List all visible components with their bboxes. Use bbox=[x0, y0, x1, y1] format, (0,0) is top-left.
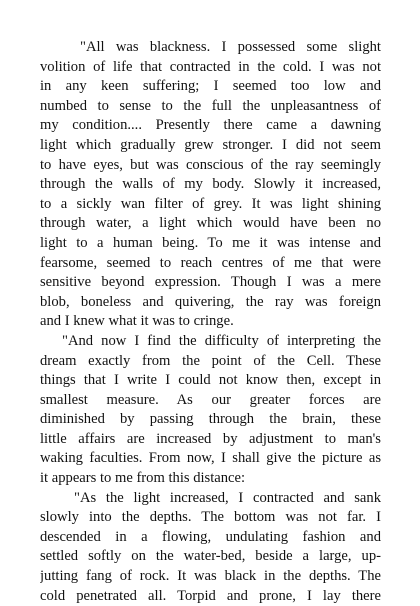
text-line: volition of life that contracted in the cold. I was not bbox=[40, 58, 381, 75]
text-line: to have eyes, but was conscious of the ray seemingly bbox=[40, 156, 381, 173]
text-line: slowly into the depths. The bottom was not far. I bbox=[40, 509, 381, 526]
text-line: dream exactly from the point of the Cell. These bbox=[40, 352, 381, 369]
text-line: and I knew what it was to cringe. bbox=[40, 313, 234, 330]
text-line: "And now I find the difficulty of interpreting the bbox=[62, 332, 381, 349]
text-line: sensitive beyond expression. Though I was a mere bbox=[40, 274, 381, 291]
text-line: fearsome, seemed to reach centres of me that were bbox=[40, 254, 381, 271]
text-line: light to a human being. To me it was intense and bbox=[40, 234, 381, 251]
text-line: numbed to sense to the full the unpleasantness of bbox=[40, 97, 381, 114]
text-line: jutting fang of rock. It was black in the depths. The bbox=[40, 568, 381, 585]
text-line: settled softly on the water-bed, beside a large, up- bbox=[40, 548, 381, 565]
text-line: in any keen suffering; I seemed too low and bbox=[40, 78, 381, 95]
text-line: through water, a light which would have been no bbox=[40, 215, 381, 232]
text-line: blob, boneless and quivering, the ray was foreign bbox=[40, 293, 381, 310]
text-line: little affairs are increased by adjustment to man's bbox=[40, 430, 381, 447]
page-body-text bbox=[40, 38, 381, 606]
text-line: to a sickly wan filter of grey. It was light shining bbox=[40, 195, 381, 212]
text-line: "As the light increased, I contracted and sank bbox=[74, 489, 381, 506]
text-line: light which gradually grew stronger. I did not seem bbox=[40, 136, 381, 153]
text-line: cold penetrated all. Torpid and prone, I lay there bbox=[40, 587, 381, 604]
text-line: through the walls of my body. Slowly it increased, bbox=[40, 176, 381, 193]
text-line: things that I write I could not know then, except in bbox=[40, 372, 381, 389]
text-line: smallest measure. As our greater forces are bbox=[40, 391, 381, 408]
text-line: "All was blackness. I possessed some slight bbox=[80, 39, 381, 55]
text-line: my condition.... Presently there came a dawning bbox=[40, 117, 381, 134]
text-line: descended in a flowing, undulating fashion and bbox=[40, 528, 381, 545]
text-line: waking faculties. From now, I shall give the picture as bbox=[40, 450, 381, 467]
text-line: it appears to me from this distance: bbox=[40, 470, 246, 487]
text-line: diminished by passing through the brain, these bbox=[40, 411, 381, 428]
